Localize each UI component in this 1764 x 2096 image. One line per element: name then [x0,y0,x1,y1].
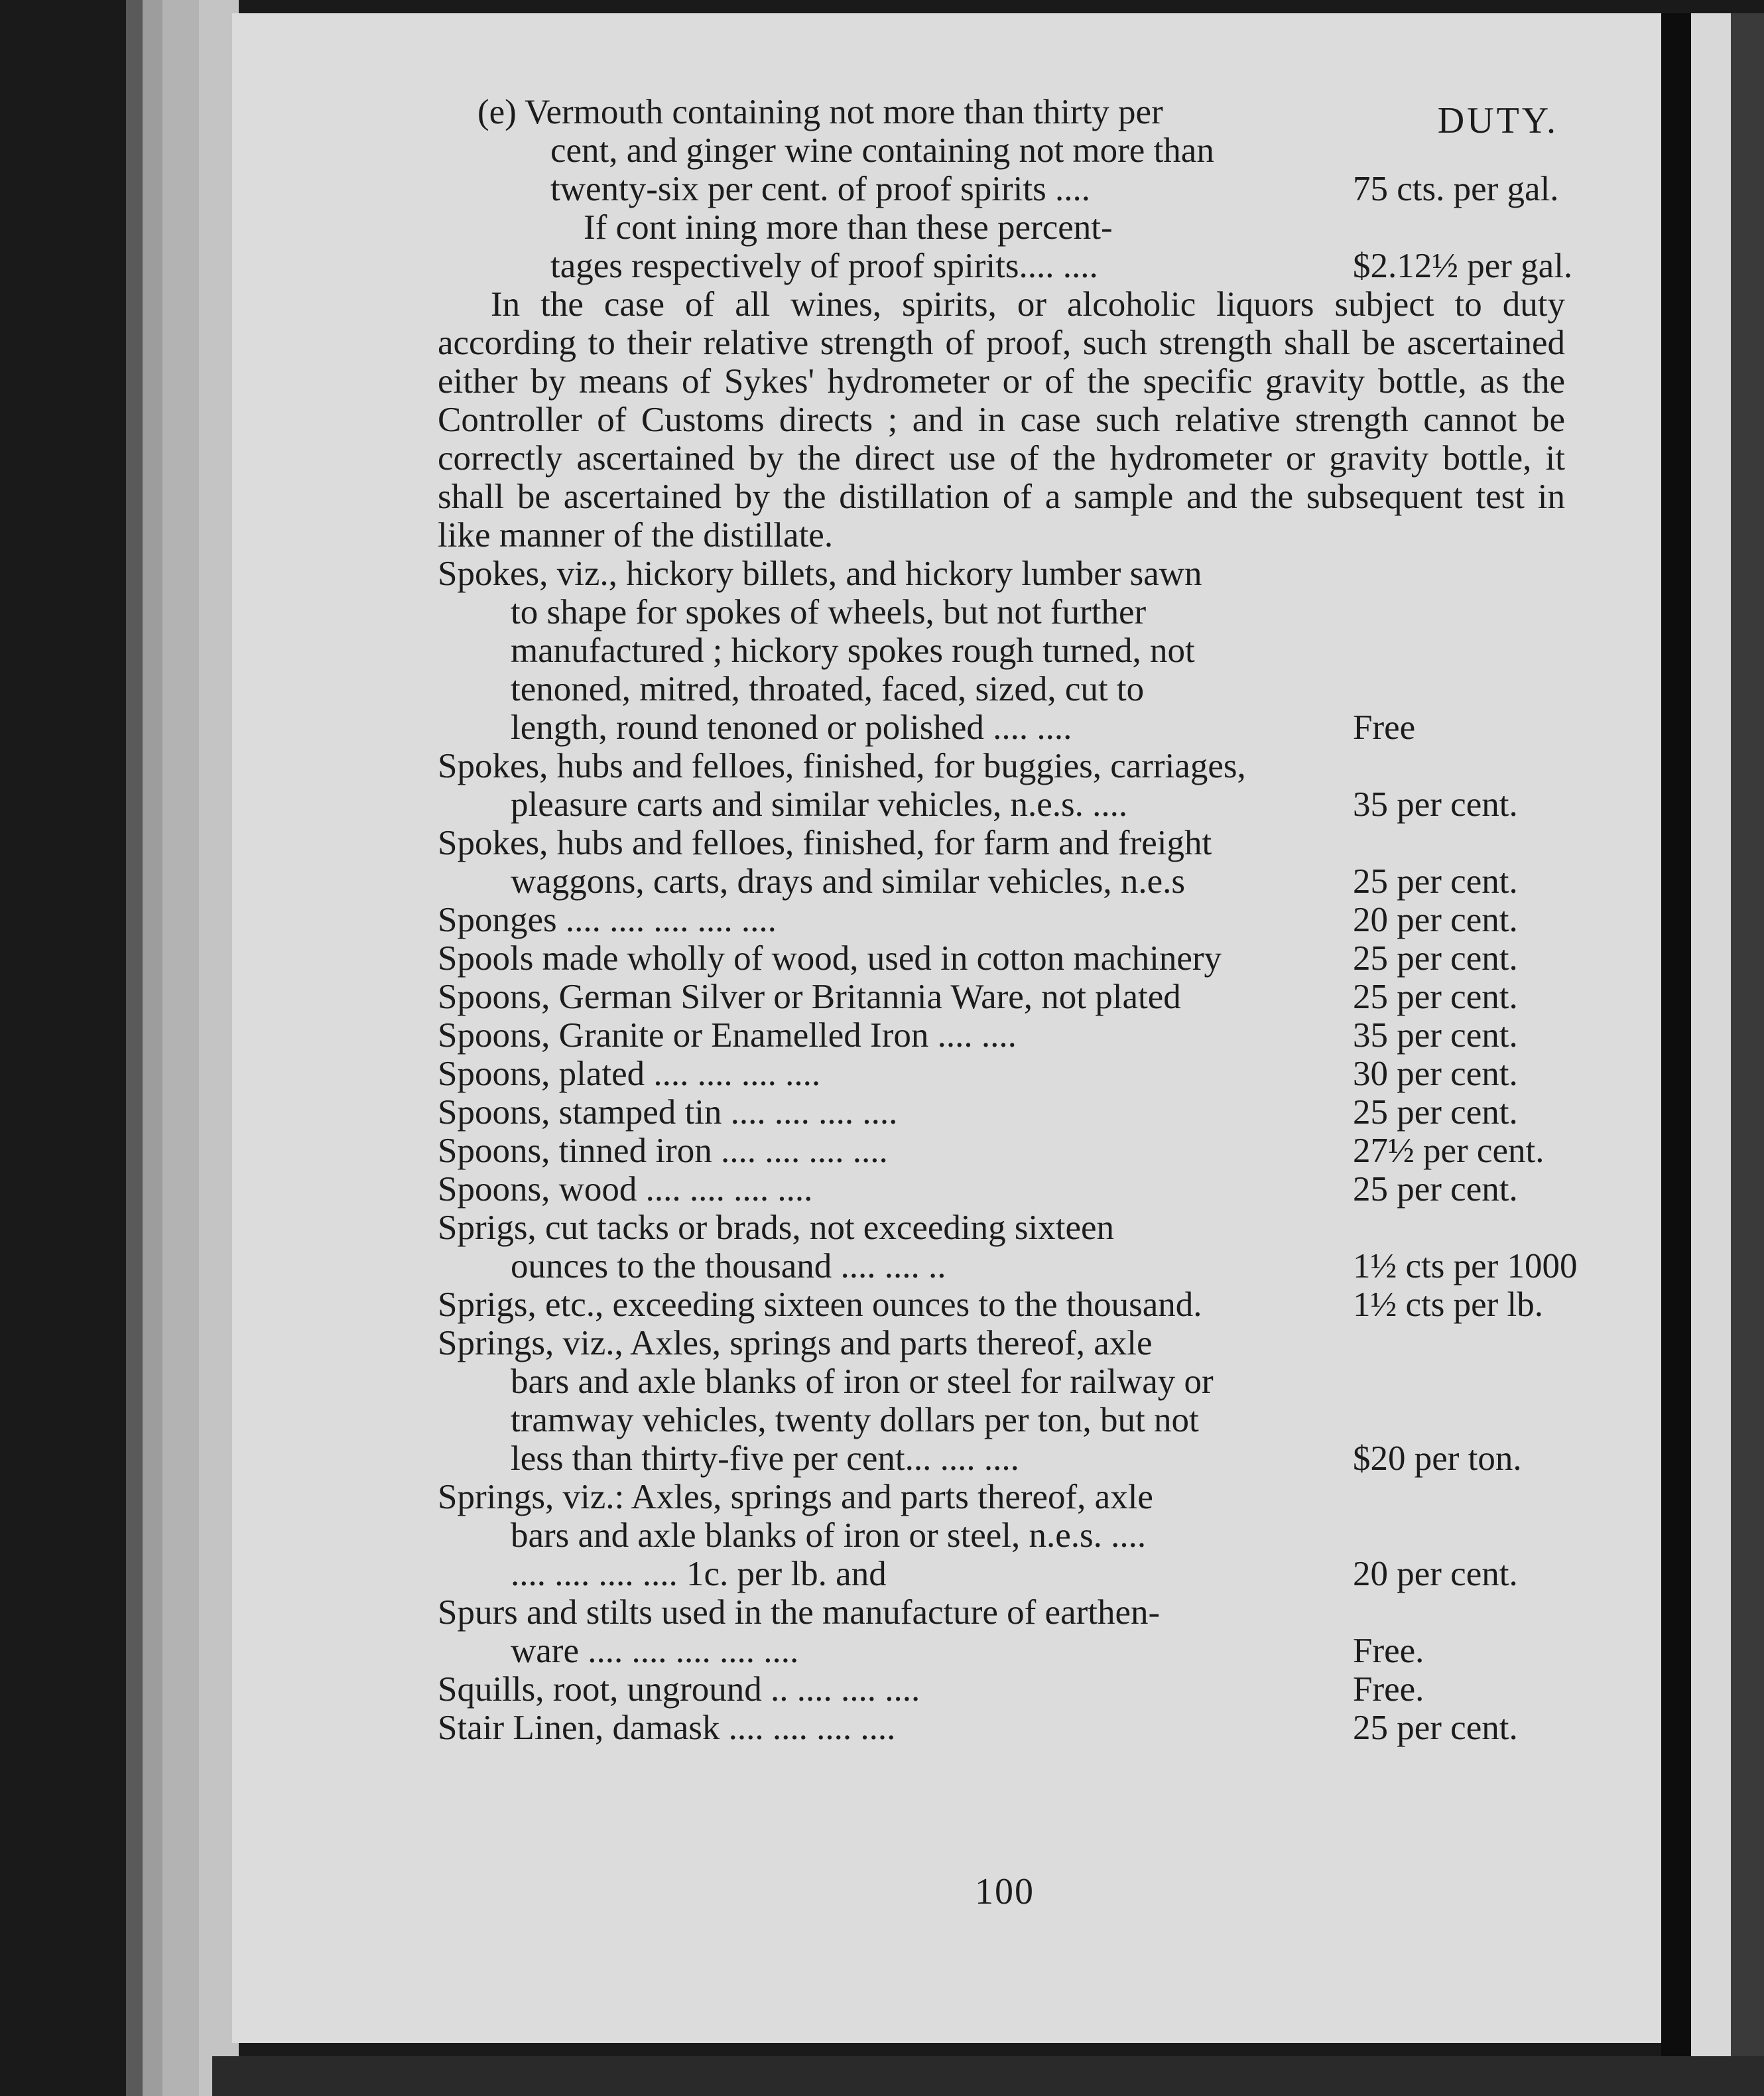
item-label: .... .... .... .... 1c. per lb. and [511,1555,887,1593]
item-label: Spoons, Granite or Enamelled Iron .... .... [438,1016,1017,1055]
book-page [232,13,1661,2043]
tariff-line [438,1593,1565,1632]
item-label: Spokes, viz., hickory billets, and hickory lumber sawn [438,555,1202,593]
tariff-line [438,1709,1565,1747]
item-duty: Free. [1353,1632,1424,1670]
tariff-line [438,1247,1578,1285]
item-label: Stair Linen, damask .... .... .... .... [438,1709,896,1747]
tariff-line [438,1632,1565,1670]
item-label: Spokes, hubs and felloes, finished, for buggies, carriages, [438,747,1246,785]
tariff-line [438,1439,1565,1478]
tariff-line [438,593,1565,631]
item-label: Spools made wholly of wood, used in cotton machinery [438,939,1222,978]
tariff-line [438,1478,1565,1516]
tariff-line [438,978,1565,1016]
page-stack-edge [162,0,202,2096]
item-duty: 35 per cent. [1353,1016,1518,1055]
item-label: Sprigs, cut tacks or brads, not exceeding sixteen [438,1209,1114,1247]
item-duty: 25 per cent. [1353,1170,1518,1209]
book-gutter [1661,13,1691,2096]
item-label: Sprigs, etc., exceeding sixteen ounces to the thousand. [438,1285,1202,1324]
item-label: Springs, viz.: Axles, springs and parts thereof, axle [438,1478,1153,1516]
item-label: Spoons, tinned iron .... .... .... .... [438,1132,888,1170]
tariff-line [438,1016,1565,1055]
item-label: manufactured ; hickory spokes rough turned, not [511,631,1195,670]
item-label: cent, and ginger wine containing not more than [550,131,1214,170]
item-label: Sponges .... .... .... .... .... [438,901,777,939]
tariff-line [438,1555,1565,1593]
tariff-line [438,1285,1565,1324]
tariff-line [438,824,1565,862]
tariff-line [438,1401,1565,1439]
item-label: less than thirty-five per cent... .... .... [511,1439,1019,1478]
tariff-line [438,1170,1565,1209]
tariff-line [438,747,1565,785]
tariff-line [438,1209,1565,1247]
tariff-line [438,555,1565,593]
next-page-edge [1691,13,1731,2096]
item-duty: Free. [1353,1670,1424,1709]
item-label: bars and axle blanks of iron or steel for railway or [511,1362,1214,1401]
tariff-line [438,208,1565,247]
item-label: Squills, root, unground .. .... .... .... [438,1670,920,1709]
item-label: twenty-six per cent. of proof spirits .... [550,170,1090,208]
item-label: tramway vehicles, twenty dollars per ton, but not [511,1401,1199,1439]
running-header: DUTY. [1437,100,1558,141]
item-label: Spurs and stilts used in the manufacture of earthen- [438,1593,1161,1632]
tariff-line [438,1132,1565,1170]
item-label: tenoned, mitred, throated, faced, sized, cut to [511,670,1145,708]
item-label: Spoons, wood .... .... .... .... [438,1170,813,1209]
item-duty: 25 per cent. [1353,862,1518,901]
item-duty: 20 per cent. [1353,901,1518,939]
page-body [438,93,1578,1747]
book-cover-edge [1731,13,1764,2096]
item-duty: 75 cts. per gal. [1353,170,1559,208]
item-duty: Free [1353,708,1416,747]
item-duty: 1½ cts per 1000 [1353,1247,1578,1285]
item-duty: $2.12½ per gal. [1353,247,1573,285]
paragraph-text: In the case of all wines, spirits, or alcoholic liquors subject to duty according to their relative strength of proof, such strength shall be ascertained either by means of Sykes' hydrometer or of the specific gravity bottle, as the Controller of Customs directs ; and in case such relative strength cannot be correctly ascertained by the direct use of the hydrometer or gravity bottle, it shall be ascertained by the distillation of a sample and the subsequent test in like manner of the distillate. [438,285,1565,555]
item-duty: 20 per cent. [1353,1555,1518,1593]
item-duty: 27½ per cent. [1353,1132,1544,1170]
item-duty: 1½ cts per lb. [1353,1285,1544,1324]
item-duty: 25 per cent. [1353,978,1518,1016]
item-label: Spokes, hubs and felloes, finished, for farm and freight [438,824,1212,862]
bottom-shadow [212,2056,1764,2096]
item-duty: $20 per ton. [1353,1439,1522,1478]
tariff-line [438,1093,1565,1132]
item-label: ware .... .... .... .... .... [511,1632,799,1670]
item-label: length, round tenoned or polished .... .... [511,708,1072,747]
item-duty: 25 per cent. [1353,1093,1518,1132]
tariff-line [438,1516,1565,1555]
tariff-line [438,862,1565,901]
item-duty: 25 per cent. [1353,1709,1518,1747]
item-label: pleasure carts and similar vehicles, n.e.s. .... [511,785,1128,824]
tariff-line [438,247,1573,285]
tariff-line [438,1324,1565,1362]
item-label: (e) Vermouth containing not more than thirty per [477,93,1163,131]
tariff-line [438,631,1565,670]
tariff-line [438,93,1565,131]
item-duty: 25 per cent. [1353,939,1518,978]
page-number: 100 [975,1871,1035,1912]
item-label: If cont ining more than these percent- [584,208,1113,247]
item-label: waggons, carts, drays and similar vehicles, n.e.s [511,862,1186,901]
item-label: Spoons, stamped tin .... .... .... .... [438,1093,898,1132]
item-label: bars and axle blanks of iron or steel, n.e.s. .... [511,1516,1147,1555]
tariff-line [438,1055,1565,1093]
paragraph-liquor-strength [438,285,1565,555]
tariff-line [438,1670,1565,1709]
item-label: ounces to the thousand .... .... .. [511,1247,946,1285]
tariff-line [438,170,1565,208]
vermouth-entries [438,93,1573,285]
tariff-line [438,785,1565,824]
item-duty: 35 per cent. [1353,785,1518,824]
item-label: Springs, viz., Axles, springs and parts thereof, axle [438,1324,1153,1362]
tariff-items [438,555,1578,1747]
tariff-line [438,131,1565,170]
tariff-line [438,670,1565,708]
tariff-line [438,708,1565,747]
tariff-line [438,939,1565,978]
item-label: Spoons, German Silver or Britannia Ware, not plated [438,978,1181,1016]
item-label: Spoons, plated .... .... .... .... [438,1055,821,1093]
item-label: tages respectively of proof spirits.... .... [550,247,1098,285]
tariff-line [438,1362,1565,1401]
item-label: to shape for spokes of wheels, but not further [511,593,1147,631]
tariff-line [438,901,1565,939]
item-duty: 30 per cent. [1353,1055,1518,1093]
